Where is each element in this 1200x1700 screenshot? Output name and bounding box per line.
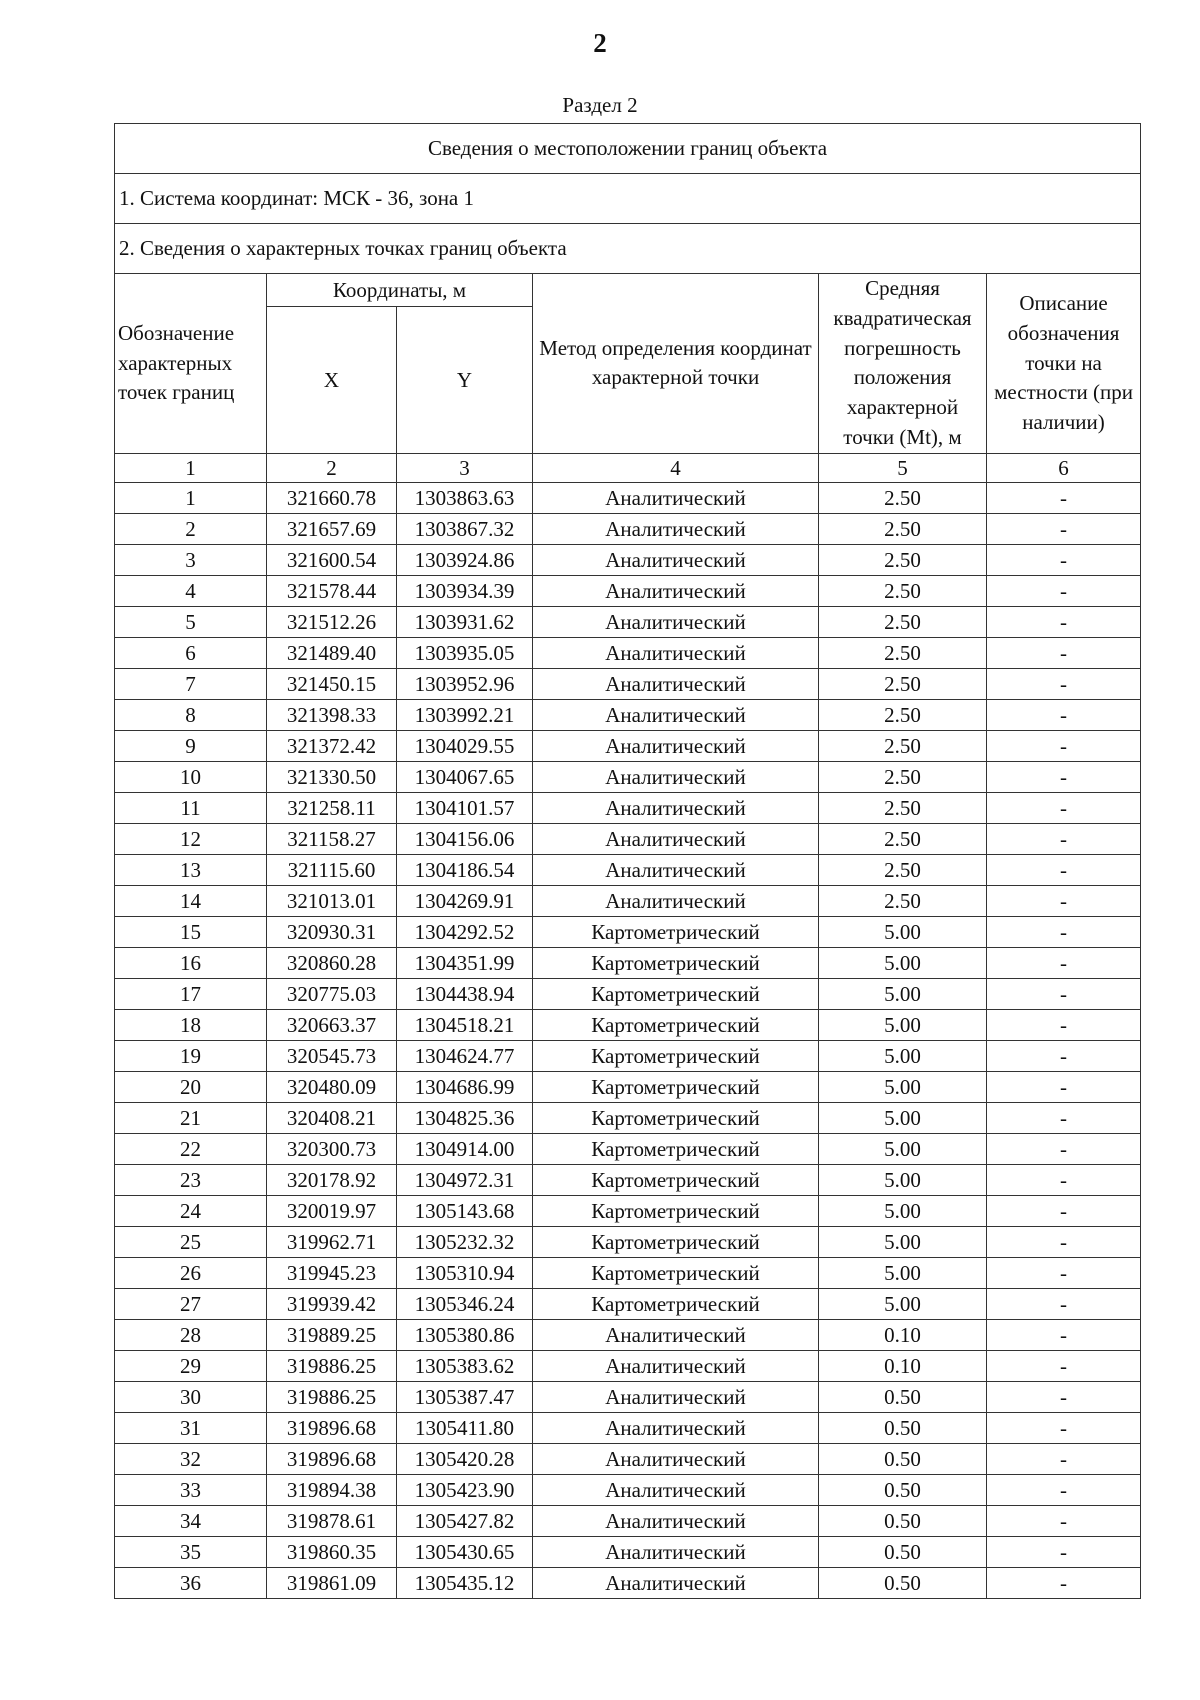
cell-y: 1304067.65: [397, 761, 533, 792]
table-row: [115, 885, 1141, 916]
cell-method: Картометрический: [533, 1195, 819, 1226]
cell-x: 319861.09: [267, 1567, 397, 1598]
cell-point-number: 13: [115, 854, 267, 885]
cell-y: 1304686.99: [397, 1071, 533, 1102]
cell-y: 1304438.94: [397, 978, 533, 1009]
cell-description: -: [987, 978, 1141, 1009]
table-row: [115, 513, 1141, 544]
cell-description: -: [987, 1288, 1141, 1319]
cell-accuracy: 2.50: [819, 637, 987, 668]
cell-x: 320545.73: [267, 1040, 397, 1071]
cell-description: -: [987, 699, 1141, 730]
cell-accuracy: 5.00: [819, 1226, 987, 1257]
cell-accuracy: 2.50: [819, 823, 987, 854]
table-row: [115, 1381, 1141, 1412]
cell-description: -: [987, 668, 1141, 699]
cell-description: -: [987, 761, 1141, 792]
cell-description: -: [987, 513, 1141, 544]
cell-y: 1303952.96: [397, 668, 533, 699]
cell-accuracy: 5.00: [819, 1164, 987, 1195]
cell-accuracy: 2.50: [819, 792, 987, 823]
cell-method: Картометрический: [533, 1102, 819, 1133]
cell-method: Аналитический: [533, 854, 819, 885]
cell-description: -: [987, 1536, 1141, 1567]
cell-y: 1304269.91: [397, 885, 533, 916]
cell-description: -: [987, 916, 1141, 947]
cell-y: 1305380.86: [397, 1319, 533, 1350]
cell-x: 321512.26: [267, 606, 397, 637]
cell-description: -: [987, 1040, 1141, 1071]
cell-x: 321330.50: [267, 761, 397, 792]
cell-x: 319889.25: [267, 1319, 397, 1350]
cell-point-number: 31: [115, 1412, 267, 1443]
table-title: Сведения о местоположении границ объекта: [115, 124, 1141, 174]
cell-y: 1305411.80: [397, 1412, 533, 1443]
table-row: [115, 854, 1141, 885]
cell-x: 320860.28: [267, 947, 397, 978]
cell-y: 1305232.32: [397, 1226, 533, 1257]
cell-x: 320178.92: [267, 1164, 397, 1195]
cell-description: -: [987, 1474, 1141, 1505]
cell-accuracy: 2.50: [819, 699, 987, 730]
cell-y: 1304518.21: [397, 1009, 533, 1040]
cell-point-number: 12: [115, 823, 267, 854]
cell-method: Аналитический: [533, 637, 819, 668]
cell-x: 320480.09: [267, 1071, 397, 1102]
cell-method: Аналитический: [533, 823, 819, 854]
table-row: [115, 1102, 1141, 1133]
cell-y: 1304029.55: [397, 730, 533, 761]
cell-accuracy: 0.50: [819, 1505, 987, 1536]
cell-x: 320019.97: [267, 1195, 397, 1226]
cell-point-number: 25: [115, 1226, 267, 1257]
cell-x: 321600.54: [267, 544, 397, 575]
cell-x: 321578.44: [267, 575, 397, 606]
cell-x: 319945.23: [267, 1257, 397, 1288]
cell-method: Аналитический: [533, 1350, 819, 1381]
cell-method: Картометрический: [533, 916, 819, 947]
cell-accuracy: 0.10: [819, 1350, 987, 1381]
cell-method: Картометрический: [533, 1164, 819, 1195]
cell-method: Аналитический: [533, 885, 819, 916]
cell-x: 321657.69: [267, 513, 397, 544]
table-row: [115, 1195, 1141, 1226]
cell-method: Аналитический: [533, 1443, 819, 1474]
cell-x: 320775.03: [267, 978, 397, 1009]
cell-method: Картометрический: [533, 1288, 819, 1319]
cell-y: 1303992.21: [397, 699, 533, 730]
cell-method: Аналитический: [533, 482, 819, 513]
cell-accuracy: 5.00: [819, 1040, 987, 1071]
cell-x: 319962.71: [267, 1226, 397, 1257]
cell-point-number: 18: [115, 1009, 267, 1040]
cell-x: 319860.35: [267, 1536, 397, 1567]
cell-method: Аналитический: [533, 792, 819, 823]
cell-point-number: 20: [115, 1071, 267, 1102]
cell-accuracy: 0.50: [819, 1443, 987, 1474]
cell-description: -: [987, 1350, 1141, 1381]
table-row: [115, 978, 1141, 1009]
cell-y: 1305310.94: [397, 1257, 533, 1288]
cell-accuracy: 2.50: [819, 761, 987, 792]
cell-accuracy: 5.00: [819, 947, 987, 978]
table-row: [115, 761, 1141, 792]
cell-description: -: [987, 854, 1141, 885]
cell-y: 1305420.28: [397, 1443, 533, 1474]
cell-x: 319896.68: [267, 1443, 397, 1474]
cell-point-number: 10: [115, 761, 267, 792]
cell-point-number: 35: [115, 1536, 267, 1567]
cell-point-number: 15: [115, 916, 267, 947]
cell-accuracy: 2.50: [819, 544, 987, 575]
table-row: [115, 1567, 1141, 1598]
header-coordinates: Координаты, м: [267, 274, 533, 307]
cell-y: 1303867.32: [397, 513, 533, 544]
header-description: Описание обозначения точки на местности (при наличии): [987, 274, 1141, 454]
cell-accuracy: 0.10: [819, 1319, 987, 1350]
boundary-points-table: [114, 123, 1141, 1599]
coordinate-system-line: 1. Система координат: МСК - 36, зона 1: [115, 174, 1141, 224]
cell-y: 1305435.12: [397, 1567, 533, 1598]
cell-accuracy: 0.50: [819, 1412, 987, 1443]
cell-method: Аналитический: [533, 606, 819, 637]
cell-x: 319894.38: [267, 1474, 397, 1505]
cell-method: Аналитический: [533, 1381, 819, 1412]
cell-accuracy: 0.50: [819, 1536, 987, 1567]
cell-y: 1304972.31: [397, 1164, 533, 1195]
cell-accuracy: 2.50: [819, 668, 987, 699]
cell-accuracy: 0.50: [819, 1567, 987, 1598]
cell-description: -: [987, 1505, 1141, 1536]
cell-x: 321398.33: [267, 699, 397, 730]
cell-x: 320300.73: [267, 1133, 397, 1164]
cell-method: Аналитический: [533, 1474, 819, 1505]
cell-description: -: [987, 1133, 1141, 1164]
cell-method: Картометрический: [533, 1071, 819, 1102]
cell-y: 1304186.54: [397, 854, 533, 885]
cell-method: Аналитический: [533, 699, 819, 730]
cell-method: Картометрический: [533, 1009, 819, 1040]
cell-x: 319878.61: [267, 1505, 397, 1536]
cell-y: 1304101.57: [397, 792, 533, 823]
cell-x: 319886.25: [267, 1350, 397, 1381]
table-row: [115, 699, 1141, 730]
header-point-designation: Обозначение характерных точек границ: [115, 274, 267, 454]
cell-accuracy: 2.50: [819, 885, 987, 916]
table-row: [115, 1071, 1141, 1102]
cell-description: -: [987, 1567, 1141, 1598]
cell-x: 320930.31: [267, 916, 397, 947]
cell-y: 1303924.86: [397, 544, 533, 575]
header-accuracy: Средняя квадратическая погрешность положения характерной точки (Mt), м: [819, 274, 987, 454]
table-row: [115, 482, 1141, 513]
cell-y: 1305387.47: [397, 1381, 533, 1412]
table-row: [115, 916, 1141, 947]
page-number: 2: [593, 28, 607, 58]
cell-method: Аналитический: [533, 761, 819, 792]
cell-accuracy: 2.50: [819, 482, 987, 513]
table-row: [115, 668, 1141, 699]
table-row: [115, 1164, 1141, 1195]
cell-y: 1303934.39: [397, 575, 533, 606]
cell-point-number: 1: [115, 482, 267, 513]
column-number: 6: [987, 453, 1141, 482]
cell-x: 320408.21: [267, 1102, 397, 1133]
table-row: [115, 1443, 1141, 1474]
table-row: [115, 544, 1141, 575]
cell-y: 1305143.68: [397, 1195, 533, 1226]
cell-method: Аналитический: [533, 730, 819, 761]
cell-point-number: 6: [115, 637, 267, 668]
cell-description: -: [987, 1195, 1141, 1226]
cell-x: 321013.01: [267, 885, 397, 916]
cell-method: Картометрический: [533, 1133, 819, 1164]
cell-y: 1304825.36: [397, 1102, 533, 1133]
cell-point-number: 30: [115, 1381, 267, 1412]
cell-method: Аналитический: [533, 513, 819, 544]
table-row: [115, 1009, 1141, 1040]
cell-point-number: 29: [115, 1350, 267, 1381]
cell-accuracy: 5.00: [819, 1009, 987, 1040]
cell-y: 1304624.77: [397, 1040, 533, 1071]
cell-description: -: [987, 1071, 1141, 1102]
cell-x: 319939.42: [267, 1288, 397, 1319]
cell-y: 1305430.65: [397, 1536, 533, 1567]
cell-method: Картометрический: [533, 978, 819, 1009]
cell-point-number: 9: [115, 730, 267, 761]
cell-y: 1303863.63: [397, 482, 533, 513]
cell-description: -: [987, 792, 1141, 823]
header-method: Метод определения координат характерной точки: [533, 274, 819, 454]
table-row: [115, 1536, 1141, 1567]
cell-method: Аналитический: [533, 575, 819, 606]
cell-point-number: 32: [115, 1443, 267, 1474]
cell-point-number: 33: [115, 1474, 267, 1505]
column-number: 1: [115, 453, 267, 482]
cell-description: -: [987, 575, 1141, 606]
cell-method: Аналитический: [533, 544, 819, 575]
cell-point-number: 36: [115, 1567, 267, 1598]
cell-point-number: 2: [115, 513, 267, 544]
cell-y: 1304914.00: [397, 1133, 533, 1164]
table-row: [115, 606, 1141, 637]
cell-point-number: 4: [115, 575, 267, 606]
cell-x: 320663.37: [267, 1009, 397, 1040]
cell-method: Аналитический: [533, 1319, 819, 1350]
cell-accuracy: 0.50: [819, 1381, 987, 1412]
cell-accuracy: 5.00: [819, 1102, 987, 1133]
cell-x: 319886.25: [267, 1381, 397, 1412]
cell-y: 1305383.62: [397, 1350, 533, 1381]
cell-accuracy: 0.50: [819, 1474, 987, 1505]
cell-point-number: 3: [115, 544, 267, 575]
cell-point-number: 27: [115, 1288, 267, 1319]
cell-description: -: [987, 544, 1141, 575]
cell-point-number: 11: [115, 792, 267, 823]
table-row: [115, 1288, 1141, 1319]
cell-method: Аналитический: [533, 1536, 819, 1567]
table-row: [115, 1319, 1141, 1350]
table-row: [115, 1226, 1141, 1257]
cell-description: -: [987, 1226, 1141, 1257]
cell-point-number: 24: [115, 1195, 267, 1226]
cell-description: -: [987, 1443, 1141, 1474]
cell-method: Аналитический: [533, 1412, 819, 1443]
cell-description: -: [987, 1009, 1141, 1040]
cell-x: 321115.60: [267, 854, 397, 885]
column-number-row: [115, 453, 1141, 482]
cell-point-number: 21: [115, 1102, 267, 1133]
cell-accuracy: 2.50: [819, 606, 987, 637]
cell-accuracy: 2.50: [819, 575, 987, 606]
cell-point-number: 22: [115, 1133, 267, 1164]
cell-description: -: [987, 1257, 1141, 1288]
cell-point-number: 26: [115, 1257, 267, 1288]
cell-point-number: 23: [115, 1164, 267, 1195]
cell-accuracy: 5.00: [819, 1071, 987, 1102]
cell-description: -: [987, 885, 1141, 916]
cell-method: Картометрический: [533, 1040, 819, 1071]
section-label: Раздел 2: [562, 93, 638, 117]
cell-point-number: 14: [115, 885, 267, 916]
cell-x: 321158.27: [267, 823, 397, 854]
table-body: [115, 482, 1141, 1598]
cell-y: 1304351.99: [397, 947, 533, 978]
cell-description: -: [987, 1164, 1141, 1195]
table-row: [115, 575, 1141, 606]
cell-point-number: 17: [115, 978, 267, 1009]
cell-y: 1303931.62: [397, 606, 533, 637]
column-number: 5: [819, 453, 987, 482]
cell-description: -: [987, 947, 1141, 978]
cell-point-number: 8: [115, 699, 267, 730]
points-heading: 2. Сведения о характерных точках границ объекта: [115, 224, 1141, 274]
table-row: [115, 792, 1141, 823]
cell-description: -: [987, 1412, 1141, 1443]
table-row: [115, 823, 1141, 854]
cell-description: -: [987, 1381, 1141, 1412]
table-row: [115, 1040, 1141, 1071]
cell-y: 1303935.05: [397, 637, 533, 668]
table-row: [115, 1257, 1141, 1288]
cell-point-number: 16: [115, 947, 267, 978]
cell-method: Картометрический: [533, 947, 819, 978]
table-row: [115, 1350, 1141, 1381]
cell-method: Аналитический: [533, 1567, 819, 1598]
column-number: 3: [397, 453, 533, 482]
cell-description: -: [987, 730, 1141, 761]
cell-accuracy: 5.00: [819, 1195, 987, 1226]
table-row: [115, 1133, 1141, 1164]
cell-y: 1305423.90: [397, 1474, 533, 1505]
cell-accuracy: 2.50: [819, 513, 987, 544]
cell-method: Аналитический: [533, 1505, 819, 1536]
cell-point-number: 19: [115, 1040, 267, 1071]
cell-y: 1304292.52: [397, 916, 533, 947]
cell-method: Аналитический: [533, 668, 819, 699]
cell-point-number: 34: [115, 1505, 267, 1536]
table-row: [115, 1474, 1141, 1505]
cell-x: 319896.68: [267, 1412, 397, 1443]
table-row: [115, 637, 1141, 668]
cell-accuracy: 2.50: [819, 854, 987, 885]
cell-point-number: 5: [115, 606, 267, 637]
cell-accuracy: 2.50: [819, 730, 987, 761]
table-row: [115, 947, 1141, 978]
cell-description: -: [987, 1319, 1141, 1350]
cell-accuracy: 5.00: [819, 978, 987, 1009]
cell-method: Картометрический: [533, 1257, 819, 1288]
cell-y: 1304156.06: [397, 823, 533, 854]
cell-description: -: [987, 1102, 1141, 1133]
table-row: [115, 730, 1141, 761]
cell-x: 321372.42: [267, 730, 397, 761]
column-number: 2: [267, 453, 397, 482]
cell-x: 321660.78: [267, 482, 397, 513]
cell-description: -: [987, 606, 1141, 637]
cell-description: -: [987, 823, 1141, 854]
table-row: [115, 1505, 1141, 1536]
cell-accuracy: 5.00: [819, 1257, 987, 1288]
header-y: Y: [397, 307, 533, 454]
cell-point-number: 7: [115, 668, 267, 699]
cell-accuracy: 5.00: [819, 916, 987, 947]
table-row: [115, 1412, 1141, 1443]
cell-x: 321258.11: [267, 792, 397, 823]
cell-x: 321489.40: [267, 637, 397, 668]
header-x: X: [267, 307, 397, 454]
cell-accuracy: 5.00: [819, 1133, 987, 1164]
cell-method: Картометрический: [533, 1226, 819, 1257]
column-number: 4: [533, 453, 819, 482]
cell-point-number: 28: [115, 1319, 267, 1350]
cell-accuracy: 5.00: [819, 1288, 987, 1319]
cell-y: 1305427.82: [397, 1505, 533, 1536]
cell-x: 321450.15: [267, 668, 397, 699]
cell-y: 1305346.24: [397, 1288, 533, 1319]
cell-description: -: [987, 482, 1141, 513]
cell-description: -: [987, 637, 1141, 668]
